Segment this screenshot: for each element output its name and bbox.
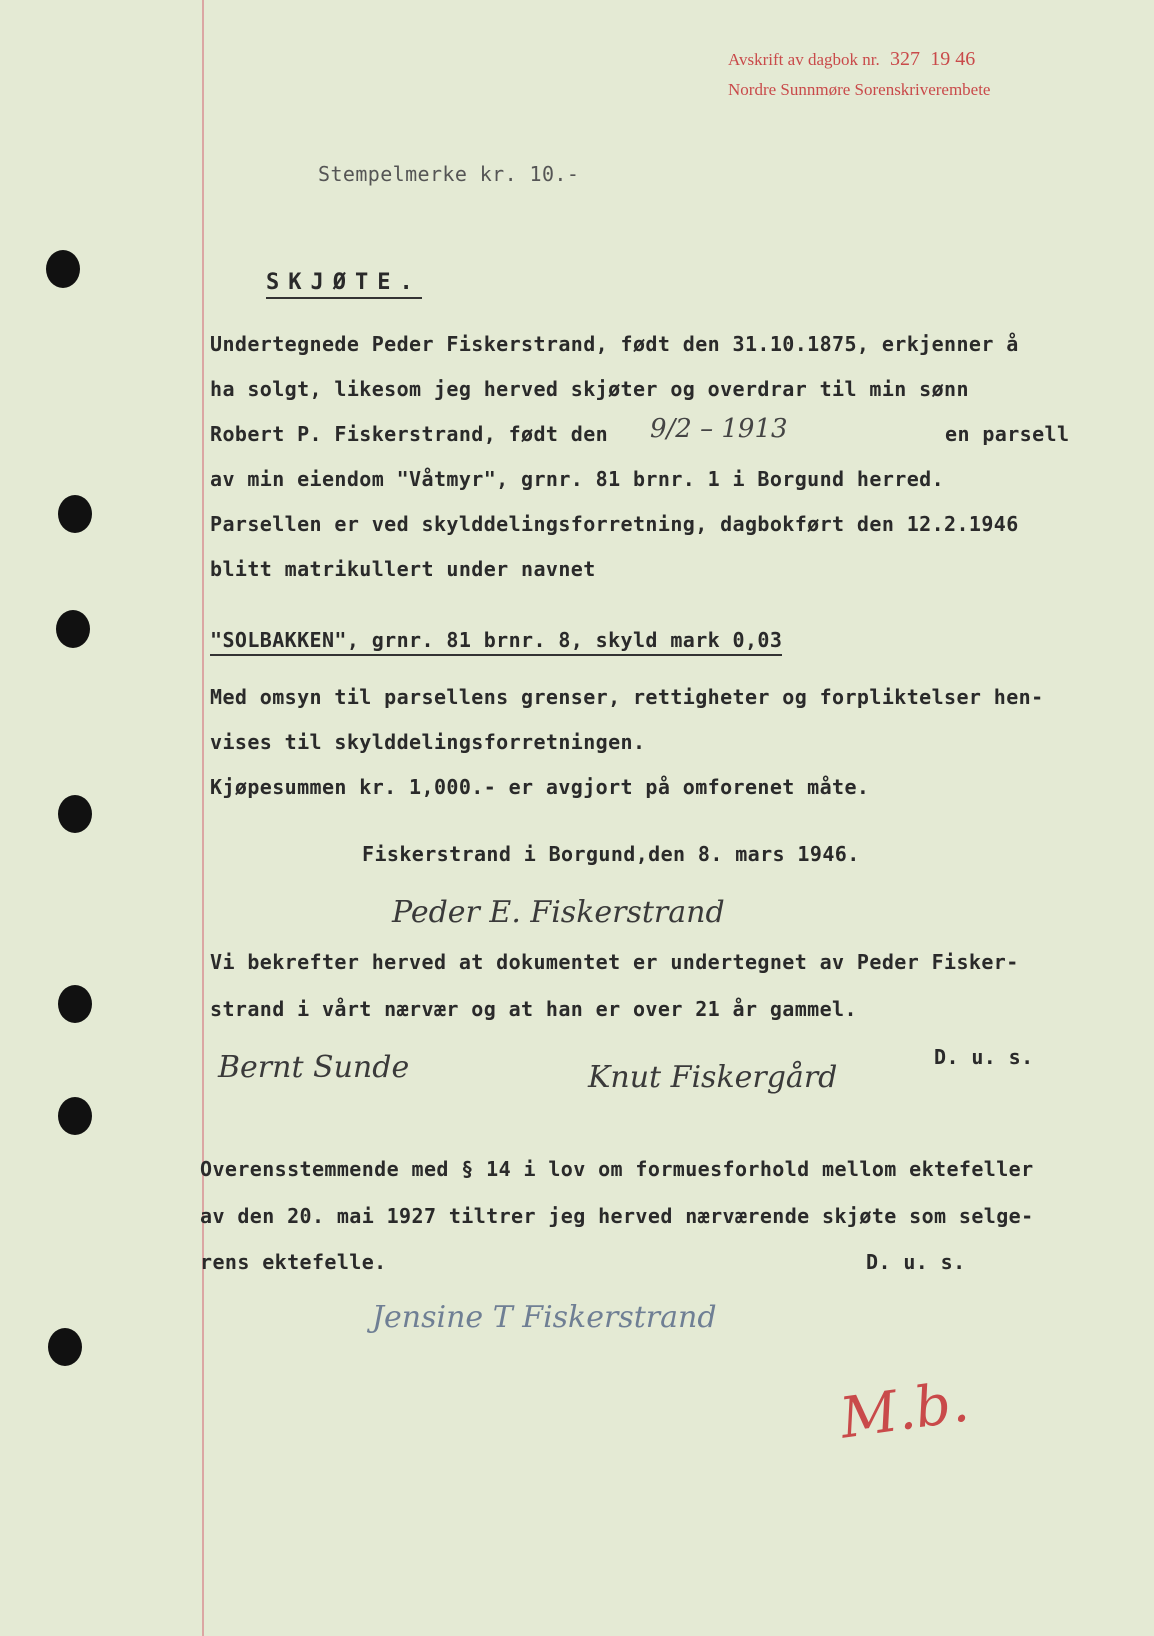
office-stamp-line-1 [728, 48, 975, 71]
seller-signature: Peder E. Fiskerstrand [392, 895, 725, 930]
paragraph-1-line-6: blitt matrikullert under navnet [210, 557, 596, 581]
punch-hole [58, 795, 92, 833]
stamp-year: 19 46 [930, 48, 976, 70]
punch-hole [58, 495, 92, 533]
paragraph-1-line-2: ha solgt, likesom jeg herved skjøter og overdrar til min sønn [210, 377, 969, 401]
property-line: "SOLBAKKEN", grnr. 81 brnr. 8, skyld mark 0,03 [210, 628, 782, 656]
dus-mark-2: D. u. s. [866, 1250, 966, 1274]
punch-hole [48, 1328, 82, 1366]
paragraph-5-line-3: rens ektefelle. [200, 1250, 387, 1274]
stamp-number: 327 [889, 48, 920, 70]
paragraph-2-line-2: vises til skylddelingsforretningen. [210, 730, 646, 754]
punch-hole [58, 1097, 92, 1135]
stamp-prefix: Avskrift av dagbok nr. [728, 50, 880, 69]
paragraph-1-line-1: Undertegnede Peder Fiskerstrand, født den 31.10.1875, erkjenner å [210, 332, 1019, 356]
paragraph-3: Kjøpesummen kr. 1,000.- er avgjort på omforenet måte. [210, 775, 870, 799]
paragraph-4-line-1: Vi bekrefter herved at dokumentet er undertegnet av Peder Fisker- [210, 950, 1019, 974]
paragraph-5-line-1: Overensstemmende med § 14 i lov om formuesforhold mellom ektefeller [200, 1157, 1034, 1181]
paragraph-2-line-1: Med omsyn til parsellens grenser, rettigheter og forpliktelser hen- [210, 685, 1044, 709]
punch-hole [56, 610, 90, 648]
clerk-initials: M.b. [836, 1369, 973, 1452]
paragraph-4-line-2: strand i vårt nærvær og at han er over 21 år gammel. [210, 997, 857, 1021]
paragraph-1-line-3b: en parsell [945, 422, 1070, 446]
witness-2-signature: Knut Fiskergård [588, 1060, 838, 1095]
document-title: SKJØTE. [266, 270, 422, 299]
handwritten-birth-date: 9/2 – 1913 [650, 414, 788, 444]
dus-mark-1: D. u. s. [934, 1045, 1034, 1069]
punch-hole [58, 985, 92, 1023]
stempelmerke: Stempelmerke kr. 10.- [318, 162, 580, 186]
witness-1-signature: Bernt Sunde [218, 1050, 410, 1085]
paragraph-1-line-3a: Robert P. Fiskerstrand, født den [210, 422, 609, 446]
punch-hole [46, 250, 80, 288]
place-and-date: Fiskerstrand i Borgund,den 8. mars 1946. [362, 842, 860, 866]
office-stamp-line-2: Nordre Sunnmøre Sorenskriverembete [728, 80, 991, 99]
paragraph-1-line-4: av min eiendom "Våtmyr", grnr. 81 brnr. 1 i Borgund herred. [210, 467, 945, 491]
paragraph-5-line-2: av den 20. mai 1927 tiltrer jeg herved nærværende skjøte som selge- [200, 1204, 1034, 1228]
spouse-signature: Jensine T Fiskerstrand [372, 1300, 717, 1335]
paragraph-1-line-5: Parsellen er ved skylddelingsforretning, dagbokført den 12.2.1946 [210, 512, 1019, 536]
margin-line [202, 0, 204, 1636]
